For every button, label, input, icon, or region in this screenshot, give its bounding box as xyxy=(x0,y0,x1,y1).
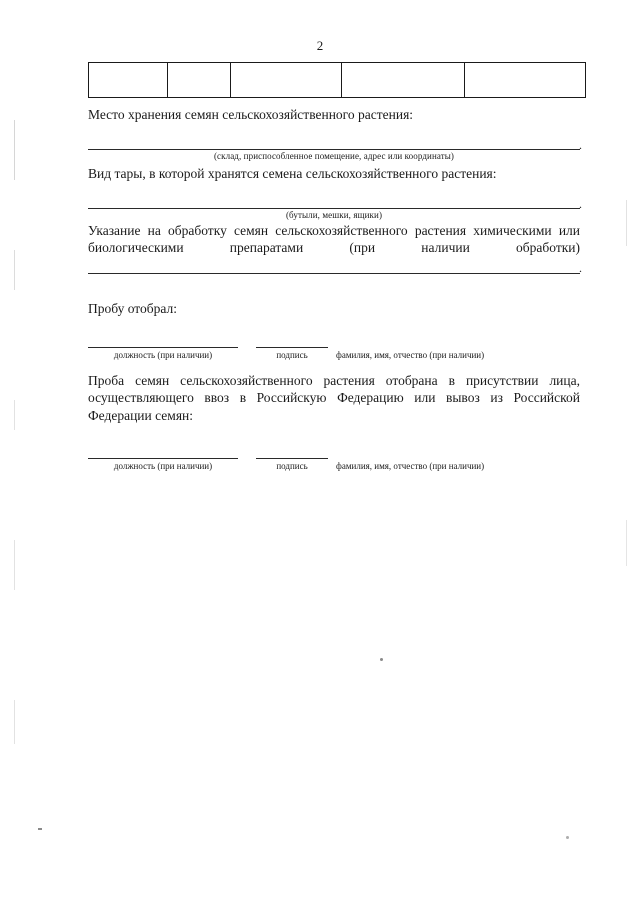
container-type-caption: (бутыли, мешки, ящики) xyxy=(285,210,383,221)
scan-edge-line xyxy=(626,520,627,566)
witness-position-line[interactable] xyxy=(88,458,238,459)
scan-edge-line xyxy=(14,120,15,180)
scan-edge-line xyxy=(14,400,15,430)
table-cell xyxy=(168,63,231,98)
storage-place-fill-line[interactable] xyxy=(88,137,582,152)
scan-edge-line xyxy=(626,200,627,246)
section-witness xyxy=(88,372,580,471)
section-treatment xyxy=(88,222,580,274)
section-sampled-by xyxy=(88,300,580,361)
sampled-by-heading: Пробу отобрал: xyxy=(88,301,177,316)
scan-speck xyxy=(380,658,383,661)
period-mark: . xyxy=(579,261,582,276)
witness-signature-caption: подпись xyxy=(276,460,308,471)
witness-heading: Проба семян сельскохозяйственного растения отобрана в присутствии лица, осуществляющего ввоз в Российскую Федерацию или вывоз из Российской Федерации семян: xyxy=(88,373,580,423)
scan-edge-line xyxy=(14,700,15,744)
table-cell xyxy=(231,63,342,98)
witness-position-caption: должность (при наличии) xyxy=(113,460,213,471)
container-type-fill-line[interactable] xyxy=(88,196,582,211)
witness-signature-line[interactable] xyxy=(256,458,328,459)
table-cell xyxy=(89,63,168,98)
period-mark: . xyxy=(579,137,582,152)
scan-edge-line xyxy=(14,540,15,590)
storage-place-heading: Место хранения семян сельскохозяйственного растения: xyxy=(88,107,414,122)
section-container-type xyxy=(88,165,580,222)
sampled-by-fullname-caption: фамилия, имя, отчество (при наличии) xyxy=(336,350,485,361)
sampled-by-signature-caption: подпись xyxy=(276,350,308,361)
scan-speck xyxy=(566,836,569,839)
page-number: 2 xyxy=(316,38,324,53)
table-row xyxy=(89,63,586,98)
witness-signature-row xyxy=(88,458,580,471)
container-type-heading: Вид тары, в которой хранятся семена сельскохозяйственного растения: xyxy=(88,166,497,181)
period-mark: . xyxy=(579,196,582,211)
table-cell xyxy=(465,63,586,98)
sampled-by-signature-line[interactable] xyxy=(256,347,328,348)
section-storage-place xyxy=(88,106,580,163)
storage-place-caption: (склад, приспособленное помещение, адрес или координаты) xyxy=(213,151,455,162)
treatment-heading: Указание на обработку семян сельскохозяйственного растения химическими или биологическими препаратами (при наличии обработки) xyxy=(88,223,580,256)
form-table xyxy=(88,62,586,98)
sampled-by-position-line[interactable] xyxy=(88,347,238,348)
witness-fullname-caption: фамилия, имя, отчество (при наличии) xyxy=(336,460,485,471)
scan-edge-line xyxy=(14,250,15,290)
table-cell xyxy=(342,63,465,98)
sampled-by-signature-row xyxy=(88,347,580,361)
treatment-fill-line[interactable] xyxy=(88,261,582,276)
scan-speck xyxy=(38,828,42,830)
sampled-by-position-caption: должность (при наличии) xyxy=(113,350,213,361)
